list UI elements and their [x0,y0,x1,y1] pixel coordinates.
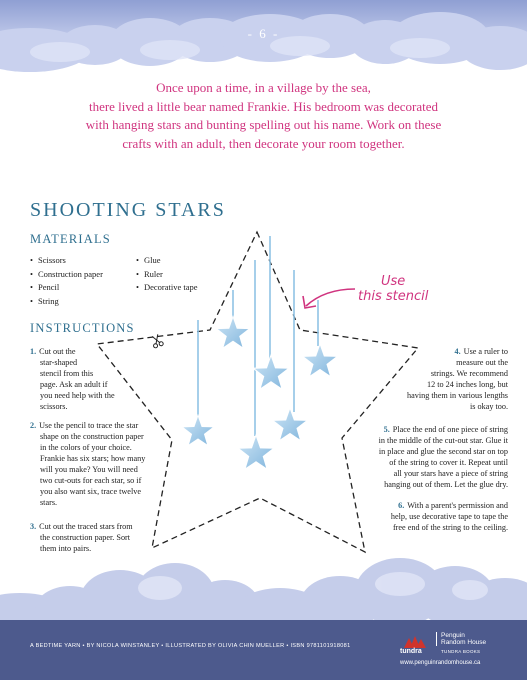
publisher-imprint: TUNDRA BOOKS [441,649,481,654]
step-line: shape on the construction paper [40,432,144,441]
instruction-step-5 [338,424,508,490]
use-this-stencil-label [358,274,428,304]
step-line: strings. We recommend [430,369,508,378]
step-line: is okay too. [470,402,508,411]
step-line: With a parent's permission and [407,501,508,510]
step-line: them into pairs. [40,544,92,553]
step-number: 1. [30,347,37,356]
penguin-random-house-logo [404,634,426,648]
star-icon [253,355,289,389]
step-line: page. Ask an adult if [40,380,108,389]
step-line: you need help with the [40,391,115,400]
step-line: star-shaped [40,358,78,367]
instruction-step-2 [30,420,180,508]
step-line: stencil from this [40,369,94,378]
material-item: • Pencil [30,281,103,295]
step-number: 2. [30,421,37,430]
step-line: Place the end of one piece of string [392,425,508,434]
callout-line: this stencil [358,289,429,304]
page-number: - 6 - [247,26,280,41]
arrow-icon [306,289,355,306]
step-line: in the colors of your choice. [40,443,132,452]
footer-credits: A BEDTIME YARN • BY NICOLA WINSTANLEY • ILLUSTRATED BY OLIVIA CHIN MUELLER • ISBN 9781101918081 [30,643,351,649]
material-item: • Construction paper [30,268,103,282]
callout-line: Use [381,274,406,289]
step-line: Cut out the traced stars from [39,522,133,531]
step-line: scissors. [40,402,68,411]
publisher-website[interactable]: www.penguinrandomhouse.ca [400,660,481,666]
material-item: • Scissors [30,254,103,268]
material-item: • Ruler [136,268,198,282]
step-line: will you make? You will need [40,465,138,474]
intro-line: with hanging stars and bunting spelling out his name. Work on these [85,117,442,132]
intro-line: Once upon a time, in a village by the sea, [156,80,371,95]
step-line: two cut-outs for each star, so if [40,476,142,485]
step-number: 4. [454,347,461,356]
intro-line: there lived a little bear named Frankie. His bedroom was decorated [88,98,439,114]
step-line: of the string to cover it. Repeat until [389,458,508,467]
step-number: 3. [30,522,37,531]
imprint-name: tundra [400,648,422,655]
materials-heading: MATERIALS [30,232,111,246]
step-line: help, use decorative tape to tape the [390,512,508,521]
star-icon [182,415,214,445]
step-line: the construction paper. Sort [40,533,131,542]
step-line: measure out the [456,358,508,367]
step-line: in the middle of the cut-out star. Glue it [378,436,508,445]
star-icon [216,317,249,349]
step-line: 12 to 24 inches long, but [427,380,508,389]
step-line: free end of the string to the ceiling. [392,523,508,532]
publisher-brand [398,632,508,670]
step-line: in place and glue the second star on top [378,447,508,456]
step-line: Cut out the [39,347,76,356]
step-line: Use a ruler to [463,347,508,356]
step-number: 5. [383,425,390,434]
step-line: hanging out of them. Let the glue dry. [384,480,508,489]
publisher-line: Penguin [441,632,465,639]
instruction-step-1 [30,346,160,412]
star-icon [273,408,308,441]
star-icon [238,435,274,469]
step-line: you also want six, trace twelve [40,487,141,496]
step-line: having them in various lengths [407,391,508,400]
step-line: Use the pencil to trace the star [39,421,139,430]
material-item: • Glue [136,254,198,268]
publisher-name [436,632,486,646]
material-item: • String [30,295,103,309]
step-number: 6. [398,501,405,510]
page-title: SHOOTING STARS [30,199,226,221]
publisher-line: Random House [441,639,487,646]
step-line: stars. [40,498,58,507]
star-icon [303,344,338,377]
step-line: all your stars have a piece of string [393,469,508,478]
intro-line: crafts with an adult, then decorate your room together. [122,135,405,151]
instructions-heading: INSTRUCTIONS [30,321,135,335]
instruction-step-6 [338,500,508,533]
step-line: Frankie has six stars; how many [40,454,146,463]
instruction-step-4 [368,346,508,412]
material-item: • Decorative tape [136,281,198,295]
